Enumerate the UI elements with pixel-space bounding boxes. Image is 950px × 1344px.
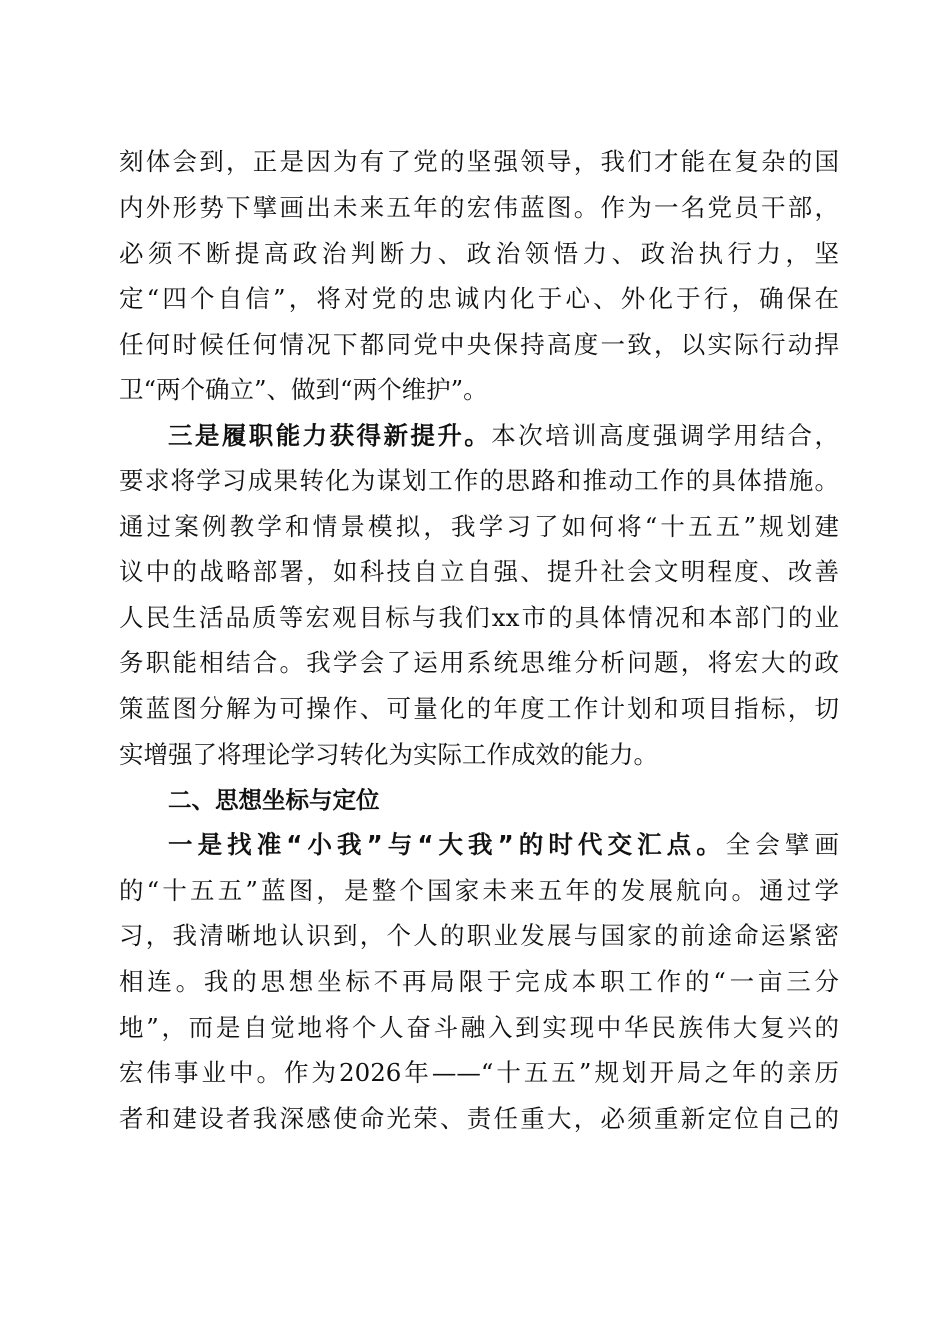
body-text-line: 宏伟事业中。作为2026年——“十五五”规划开局之年的亲历 bbox=[119, 1058, 839, 1087]
paragraph-text: 全会擘画 bbox=[725, 830, 839, 859]
paragraph-lead: 三是履职能力获得新提升。 bbox=[168, 421, 492, 450]
body-text-line: 实增强了将理论学习转化为实际工作成效的能力。 bbox=[119, 740, 658, 769]
paragraph-lead: 一是找准“小我”与“大我”的时代交汇点。 bbox=[168, 830, 726, 859]
paragraph-first-line bbox=[168, 830, 839, 860]
body-text-line: 者和建设者我深感使命光荣、责任重大，必须重新定位自己的 bbox=[119, 1104, 839, 1133]
body-text-line: 卫“两个确立”、做到“两个维护”。 bbox=[119, 375, 488, 404]
paragraph-text: 本次培训高度强调学用结合， bbox=[491, 421, 839, 450]
body-text-line: 地”，而是自觉地将个人奋斗融入到实现中华民族伟大复兴的 bbox=[119, 1013, 839, 1042]
body-text-line: 策蓝图分解为可操作、可量化的年度工作计划和项目指标，切 bbox=[119, 694, 839, 723]
body-text-line: 相连。我的思想坐标不再局限于完成本职工作的“一亩三分 bbox=[119, 967, 839, 996]
body-text-line: 议中的战略部署，如科技自立自强、提升社会文明程度、改善 bbox=[119, 557, 839, 586]
body-text-line: 通过案例教学和情景模拟，我学习了如何将“十五五”规划建 bbox=[119, 512, 839, 541]
body-text-line: 要求将学习成果转化为谋划工作的思路和推动工作的具体措施。 bbox=[119, 466, 839, 495]
body-text-line: 必须不断提高政治判断力、政治领悟力、政治执行力，坚 bbox=[119, 239, 839, 268]
body-text-line: 习，我清晰地认识到，个人的职业发展与国家的前途命运紧密 bbox=[119, 921, 839, 950]
body-text-line: 刻体会到，正是因为有了党的坚强领导，我们才能在复杂的国 bbox=[119, 147, 839, 176]
body-text-line: 定“四个自信”，将对党的忠诚内化于心、外化于行，确保在 bbox=[119, 284, 839, 313]
body-text-line: 任何时候任何情况下都同党中央保持高度一致，以实际行动捍 bbox=[119, 330, 839, 359]
section-heading: 二、思想坐标与定位 bbox=[168, 786, 380, 814]
body-text-line: 内外形势下擘画出未来五年的宏伟蓝图。作为一名党员干部， bbox=[119, 193, 839, 222]
body-text-line: 务职能相结合。我学会了运用系统思维分析问题，将宏大的政 bbox=[119, 648, 839, 677]
paragraph-first-line bbox=[168, 421, 839, 451]
body-text-line: 的“十五五”蓝图，是整个国家未来五年的发展航向。通过学 bbox=[119, 876, 839, 905]
body-text-line: 人民生活品质等宏观目标与我们xx市的具体情况和本部门的业 bbox=[119, 603, 839, 632]
